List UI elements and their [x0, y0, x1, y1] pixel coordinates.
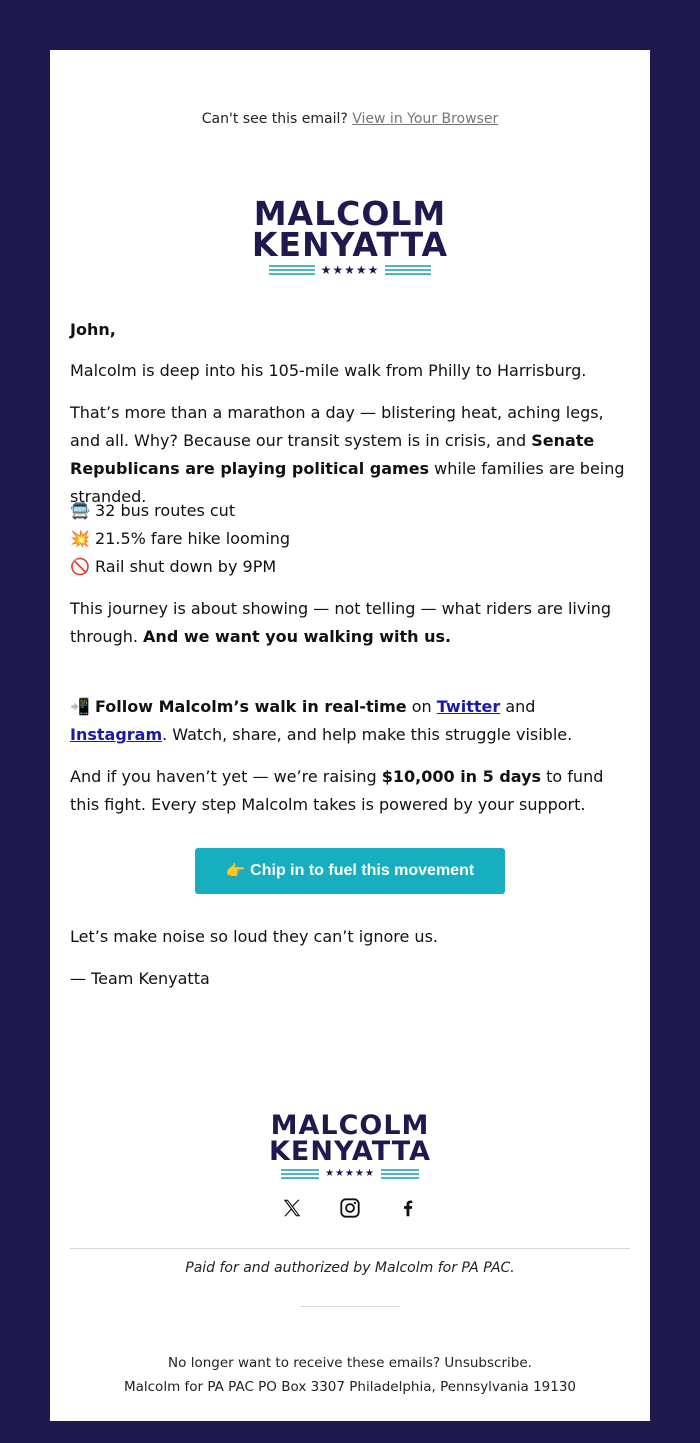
greeting-text: John,: [70, 320, 116, 339]
logo-line-1: MALCOLM: [253, 194, 447, 233]
logo-stars-row: [265, 1168, 435, 1179]
footer-info: [50, 1351, 650, 1399]
pointing-hand-icon: 👉: [225, 863, 246, 880]
logo-stripes-left: [269, 265, 315, 275]
paragraph-4-text-c: . Watch, share, and help make this struggle visible.: [162, 725, 573, 744]
paragraph-2: [70, 399, 630, 511]
paragraph-3-bold: And we want you walking with us.: [143, 627, 452, 646]
donate-button[interactable]: [195, 848, 505, 894]
paragraph-2-text-a: That’s more than a marathon a day — blistering heat, aching legs, and all. Why? Because our transit system is in crisis, and: [70, 403, 604, 450]
logo-stripes-left: [281, 1169, 319, 1179]
paragraph-3: [70, 595, 630, 651]
bullet-text: 21.5% fare hike looming: [95, 529, 291, 548]
mobile-phone-icon: 📲: [70, 697, 90, 716]
logo-stars: ★★★★★: [320, 263, 380, 277]
donate-button-label: Chip in to fuel this movement: [250, 862, 475, 879]
footer-divider: [70, 1248, 630, 1249]
facebook-icon[interactable]: [396, 1196, 420, 1220]
paragraph-5-text-b: to fund this fight. Every step Malcolm takes is powered by your support.: [70, 767, 604, 814]
paragraph-5-text-a: And if you haven’t yet — we’re raising: [70, 767, 382, 786]
email-card: [50, 50, 650, 1421]
logo-stars-row: [250, 263, 450, 277]
bullet-item: [70, 553, 630, 581]
paragraph-1: [70, 357, 630, 385]
paragraph-4-text-b: and: [500, 697, 536, 716]
bus-icon: 🚍: [70, 501, 90, 520]
mailing-address: Malcolm for PA PAC PO Box 3307 Philadelphia, Pennsylvania 19130: [123, 1379, 577, 1395]
footer-logo: [265, 1110, 435, 1179]
bullet-item: [70, 525, 630, 553]
logo-stripes-right: [385, 265, 431, 275]
collision-icon: 💥: [70, 529, 90, 548]
logo-line-2: KENYATTA: [251, 225, 449, 264]
view-in-browser-link[interactable]: View in Your Browser: [352, 111, 499, 127]
instagram-icon[interactable]: [338, 1196, 362, 1220]
logo-stars: ★★★★★: [325, 1168, 375, 1179]
signoff-text: — Team Kenyatta: [70, 969, 210, 988]
short-divider: [300, 1306, 400, 1307]
paragraph-4-bold: Follow Malcolm’s walk in real-time: [95, 697, 407, 716]
instagram-link[interactable]: Instagram: [70, 725, 163, 744]
logo-line-1: MALCOLM: [270, 1110, 430, 1141]
paragraph-1-text: Malcolm is deep into his 105-mile walk from Philly to Harrisburg.: [70, 361, 587, 380]
paid-for-disclaimer: Paid for and authorized by Malcolm for PA PAC.: [185, 1260, 515, 1276]
greeting: [70, 316, 630, 344]
paragraph-5: [70, 763, 630, 819]
paragraph-6: [70, 923, 630, 951]
preheader: [50, 111, 650, 128]
logo-stripes-right: [381, 1169, 419, 1179]
paragraph-4: [70, 693, 630, 749]
social-links: [280, 1196, 420, 1220]
header-logo: [250, 194, 450, 277]
logo-line-2: KENYATTA: [269, 1136, 431, 1167]
paragraph-3-text: This journey is about showing — not telling — what riders are living through.: [70, 599, 612, 646]
twitter-link[interactable]: Twitter: [436, 697, 501, 716]
paragraph-5-bold: $10,000 in 5 days: [381, 767, 542, 786]
paragraph-6-text: Let’s make noise so loud they can’t ignore us.: [70, 927, 438, 946]
bullet-item: [70, 497, 630, 525]
paragraph-2-bold: Senate Republicans are playing political games: [70, 431, 595, 478]
bullet-text: 32 bus routes cut: [95, 501, 236, 520]
paragraph-2-text-b: while families are being stranded.: [70, 459, 625, 506]
x-icon[interactable]: [280, 1196, 304, 1220]
bullet-text: Rail shut down by 9PM: [95, 557, 277, 576]
preheader-text: Can't see this email?: [201, 111, 348, 127]
unsubscribe-text[interactable]: No longer want to receive these emails? Unsubscribe.: [168, 1355, 532, 1371]
prohibited-icon: 🚫: [70, 557, 90, 576]
signoff: [70, 965, 630, 993]
paragraph-4-text-a: on: [406, 697, 437, 716]
bullet-list: [70, 497, 630, 581]
